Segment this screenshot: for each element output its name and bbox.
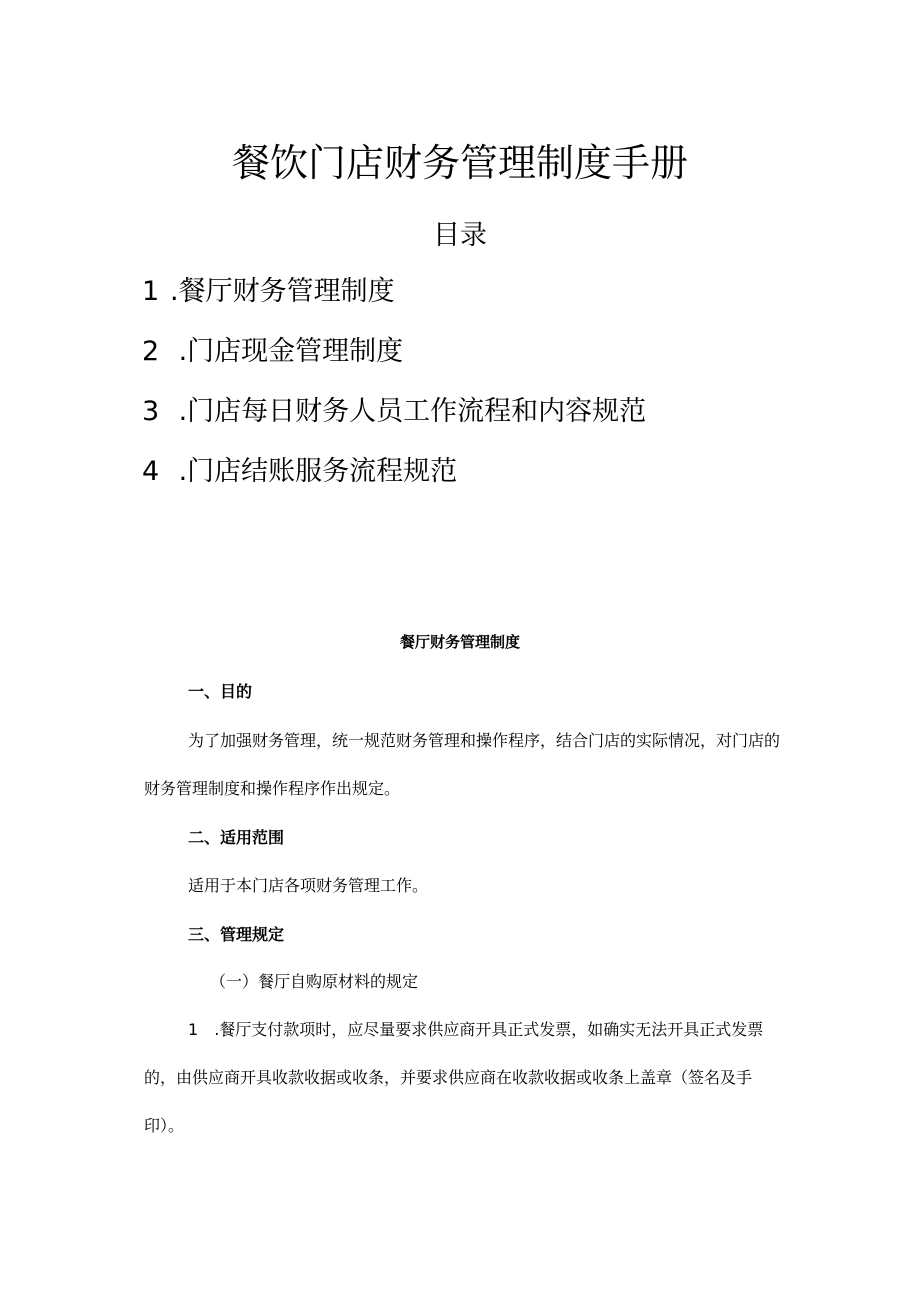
rule-paragraph (144, 1006, 784, 1150)
rule-text: .餐厅支付款项时，应尽量要求供应商开具正式发票，如确实无法开具正式发票的，由供应商开具收款收据或收条，并要求供应商在收款收据或收条上盖章（签名及手印）。 (144, 1020, 764, 1135)
toc-item (142, 392, 646, 452)
toc-item-label: .门店每日财务人员工作流程和内容规范 (170, 396, 647, 427)
heading-rules: 三、管理规定 (188, 925, 285, 944)
toc-heading: 目录 (433, 220, 487, 251)
heading-purpose: 一、目的 (188, 682, 253, 701)
toc-item-label: .门店现金管理制度 (170, 336, 404, 367)
table-of-contents (142, 272, 646, 512)
toc-item-label: .餐厅财务管理制度 (170, 276, 395, 307)
toc-item (142, 332, 646, 392)
toc-item (142, 272, 646, 332)
subheading-raw-materials: （一）餐厅自购原材料的规定 (210, 972, 419, 991)
heading-scope: 二、适用范围 (188, 828, 285, 847)
toc-item-number: 2 (142, 336, 160, 367)
section-title: 餐厅财务管理制度 (399, 633, 520, 651)
toc-item (142, 452, 646, 512)
purpose-paragraph: 为了加强财务管理，统一规范财务管理和操作程序，结合门店的实际情况，对门店的财务管理制度和操作程序作出规定。 (144, 731, 781, 798)
toc-item-number: 4 (142, 456, 160, 487)
document-title: 餐饮门店财务管理制度手册 (231, 141, 688, 185)
rule-number: 1 (188, 1020, 199, 1039)
scope-paragraph: 适用于本门店各项财务管理工作。 (188, 876, 429, 895)
toc-item-number: 3 (142, 396, 160, 427)
toc-item-number: 1 (142, 276, 160, 307)
toc-item-label: .门店结账服务流程规范 (170, 456, 458, 487)
